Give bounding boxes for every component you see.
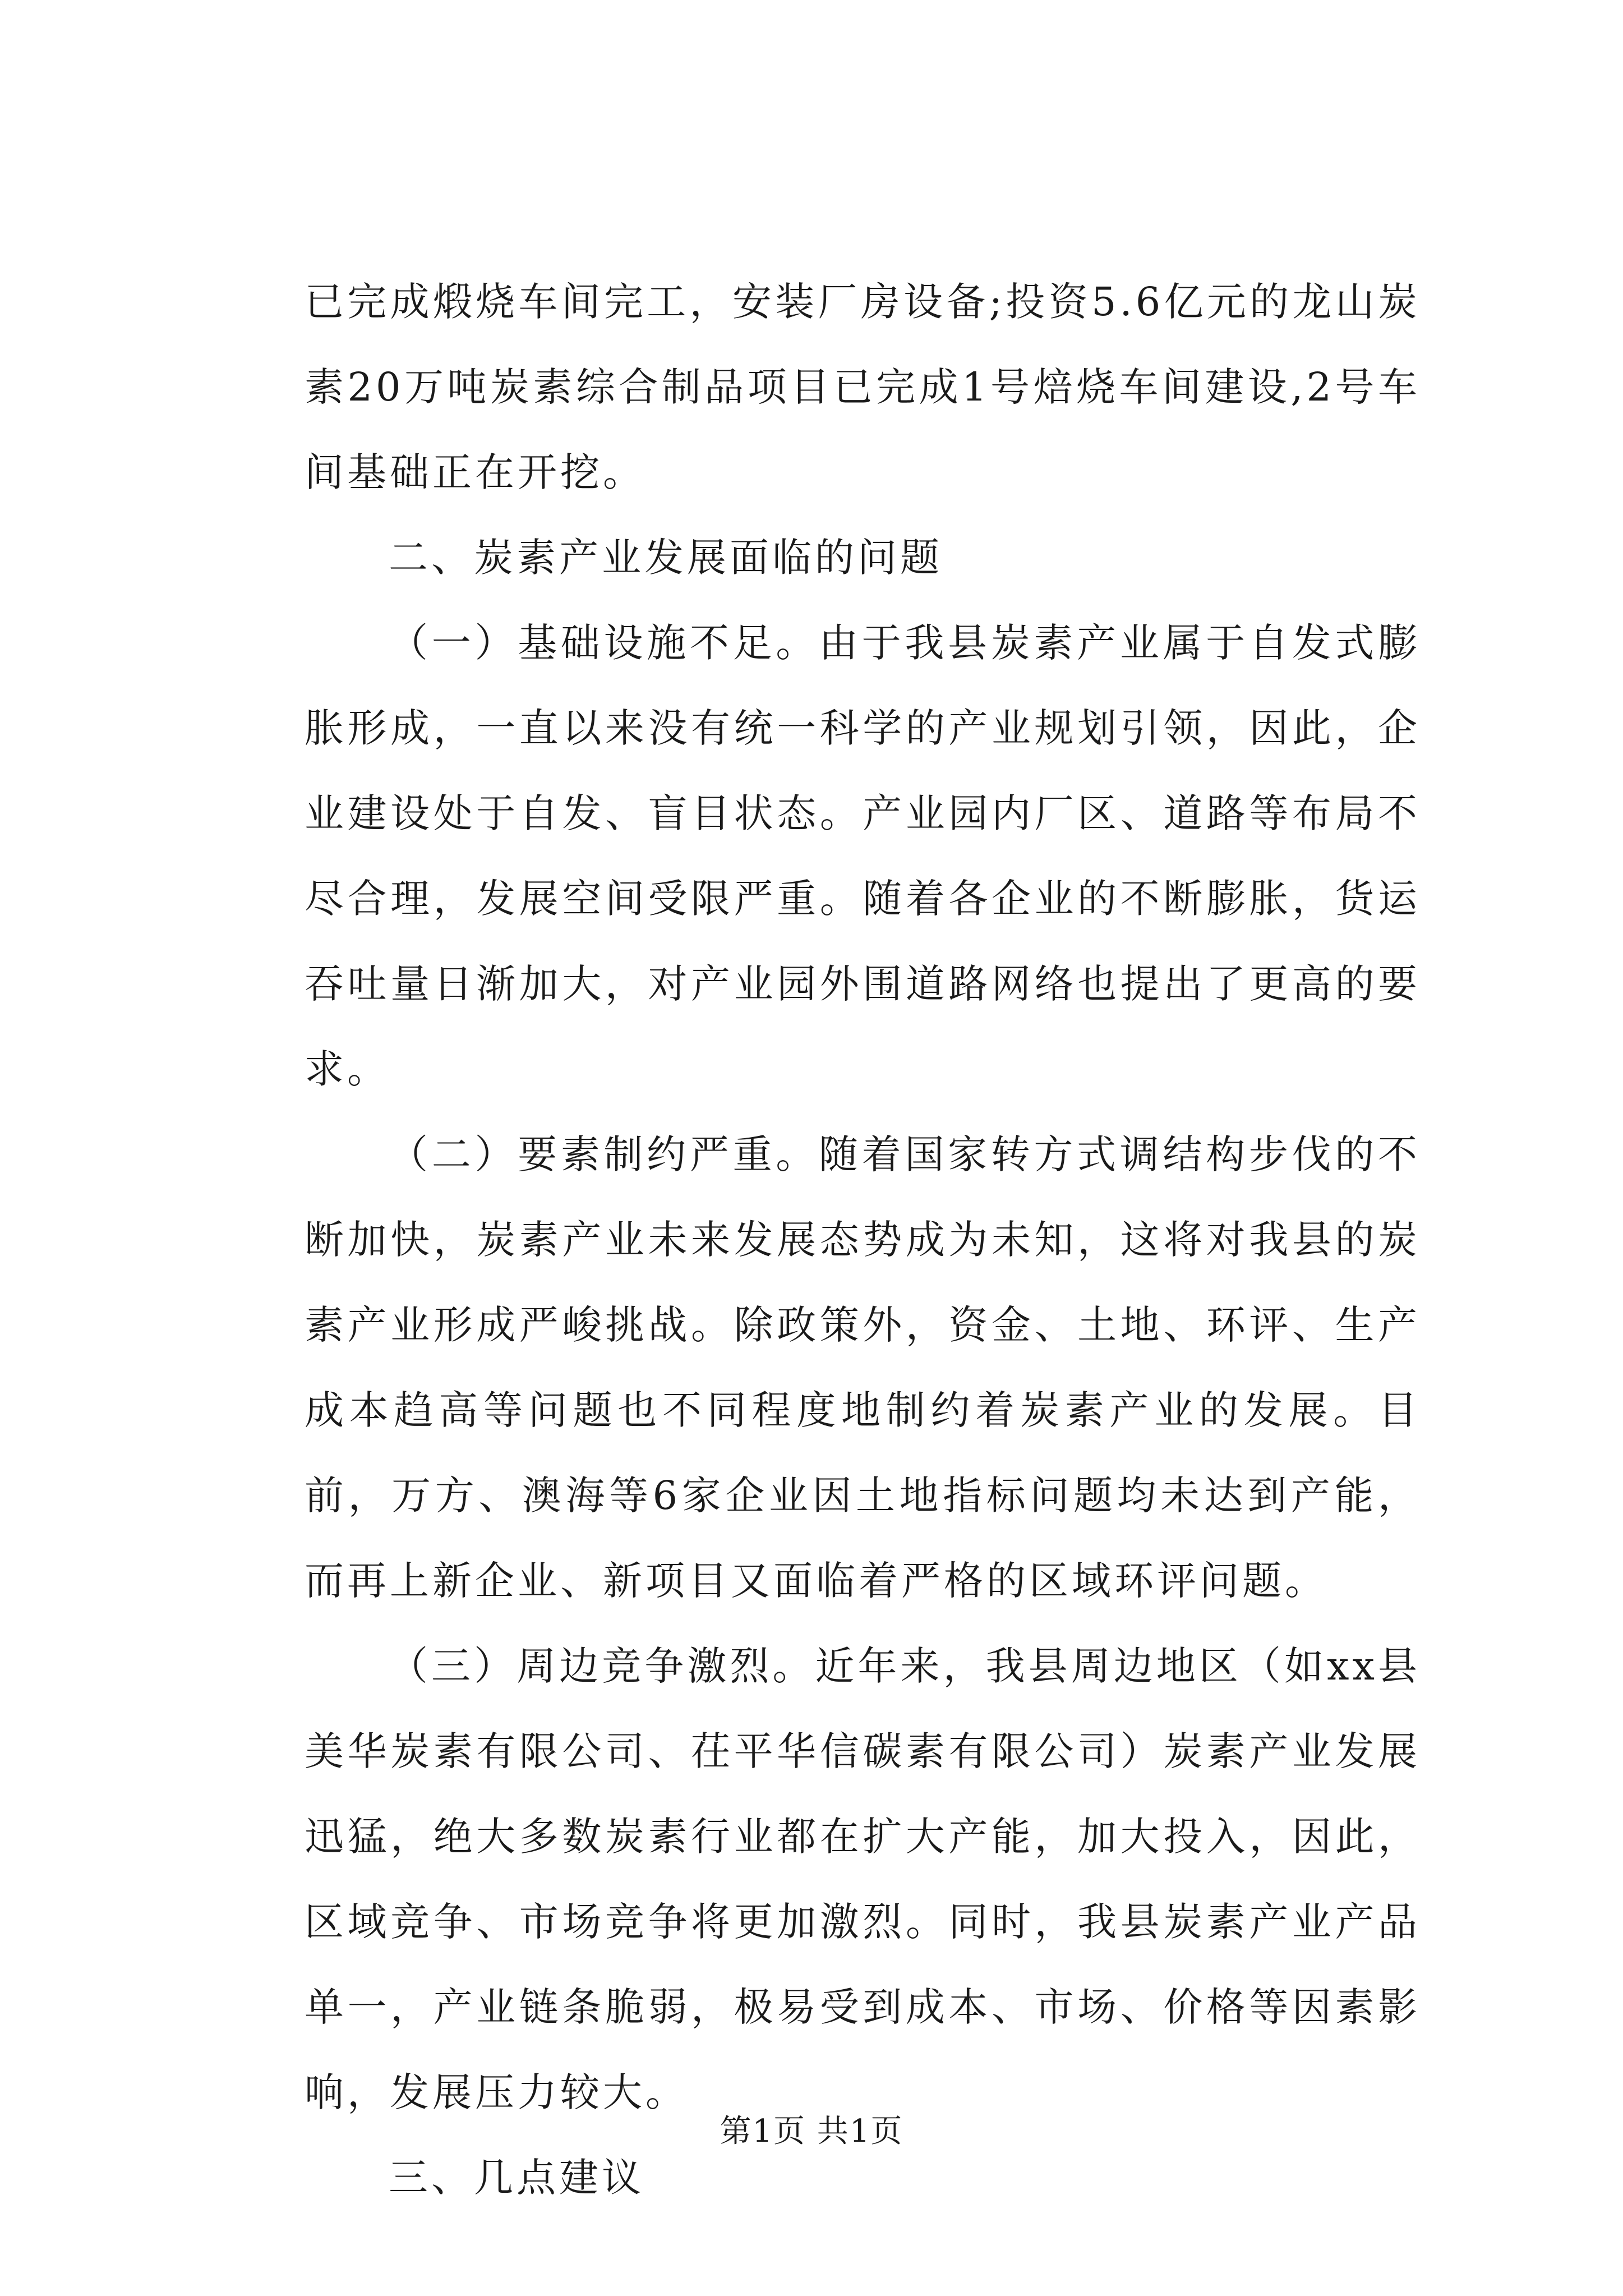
document-body bbox=[305, 259, 1421, 2220]
paragraph-continuation: 已完成煅烧车间完工，安装厂房设备;投资5.6亿元的龙山炭素20万吨炭素综合制品项目已完成1号焙烧车间建设,2号车间基础正在开挖。 bbox=[305, 279, 1421, 495]
section-heading-two: 二、炭素产业发展面临的问题 bbox=[389, 535, 943, 581]
page-number-footer: 第1页 共1页 bbox=[720, 2113, 903, 2150]
paragraph-infrastructure: （一）基础设施不足。由于我县炭素产业属于自发式膨胀形成，一直以来没有统一科学的产业规划引领，因此，企业建设处于自发、盲目状态。产业园内厂区、道路等布局不尽合理，发展空间受限严重。随着各企业的不断膨胀，货运吞吐量日渐加大，对产业园外围道路网络也提出了更高的要求。 bbox=[305, 620, 1421, 1092]
paragraph-competition: （三）周边竞争激烈。近年来，我县周边地区（如xx县美华炭素有限公司、茌平华信碳素有限公司）炭素产业发展迅猛，绝大多数炭素行业都在扩大产能，加大投入，因此，区域竞争、市场竞争将更加激烈。同时，我县炭素产业产品单一，产业链条脆弱，极易受到成本、市场、价格等因素影响，发展压力较大。 bbox=[305, 1643, 1421, 2115]
paragraph-factor-constraints: （二）要素制约严重。随着国家转方式调结构步伐的不断加快，炭素产业未来发展态势成为未知，这将对我县的炭素产业形成严峻挑战。除政策外，资金、土地、环评、生产成本趋高等问题也不同程度地制约着炭素产业的发展。目前，万方、澳海等6家企业因土地指标问题均未达到产能，而再上新企业、新项目又面临着严格的区域环评问题。 bbox=[305, 1131, 1421, 1604]
section-heading-three: 三、几点建议 bbox=[389, 2155, 644, 2201]
